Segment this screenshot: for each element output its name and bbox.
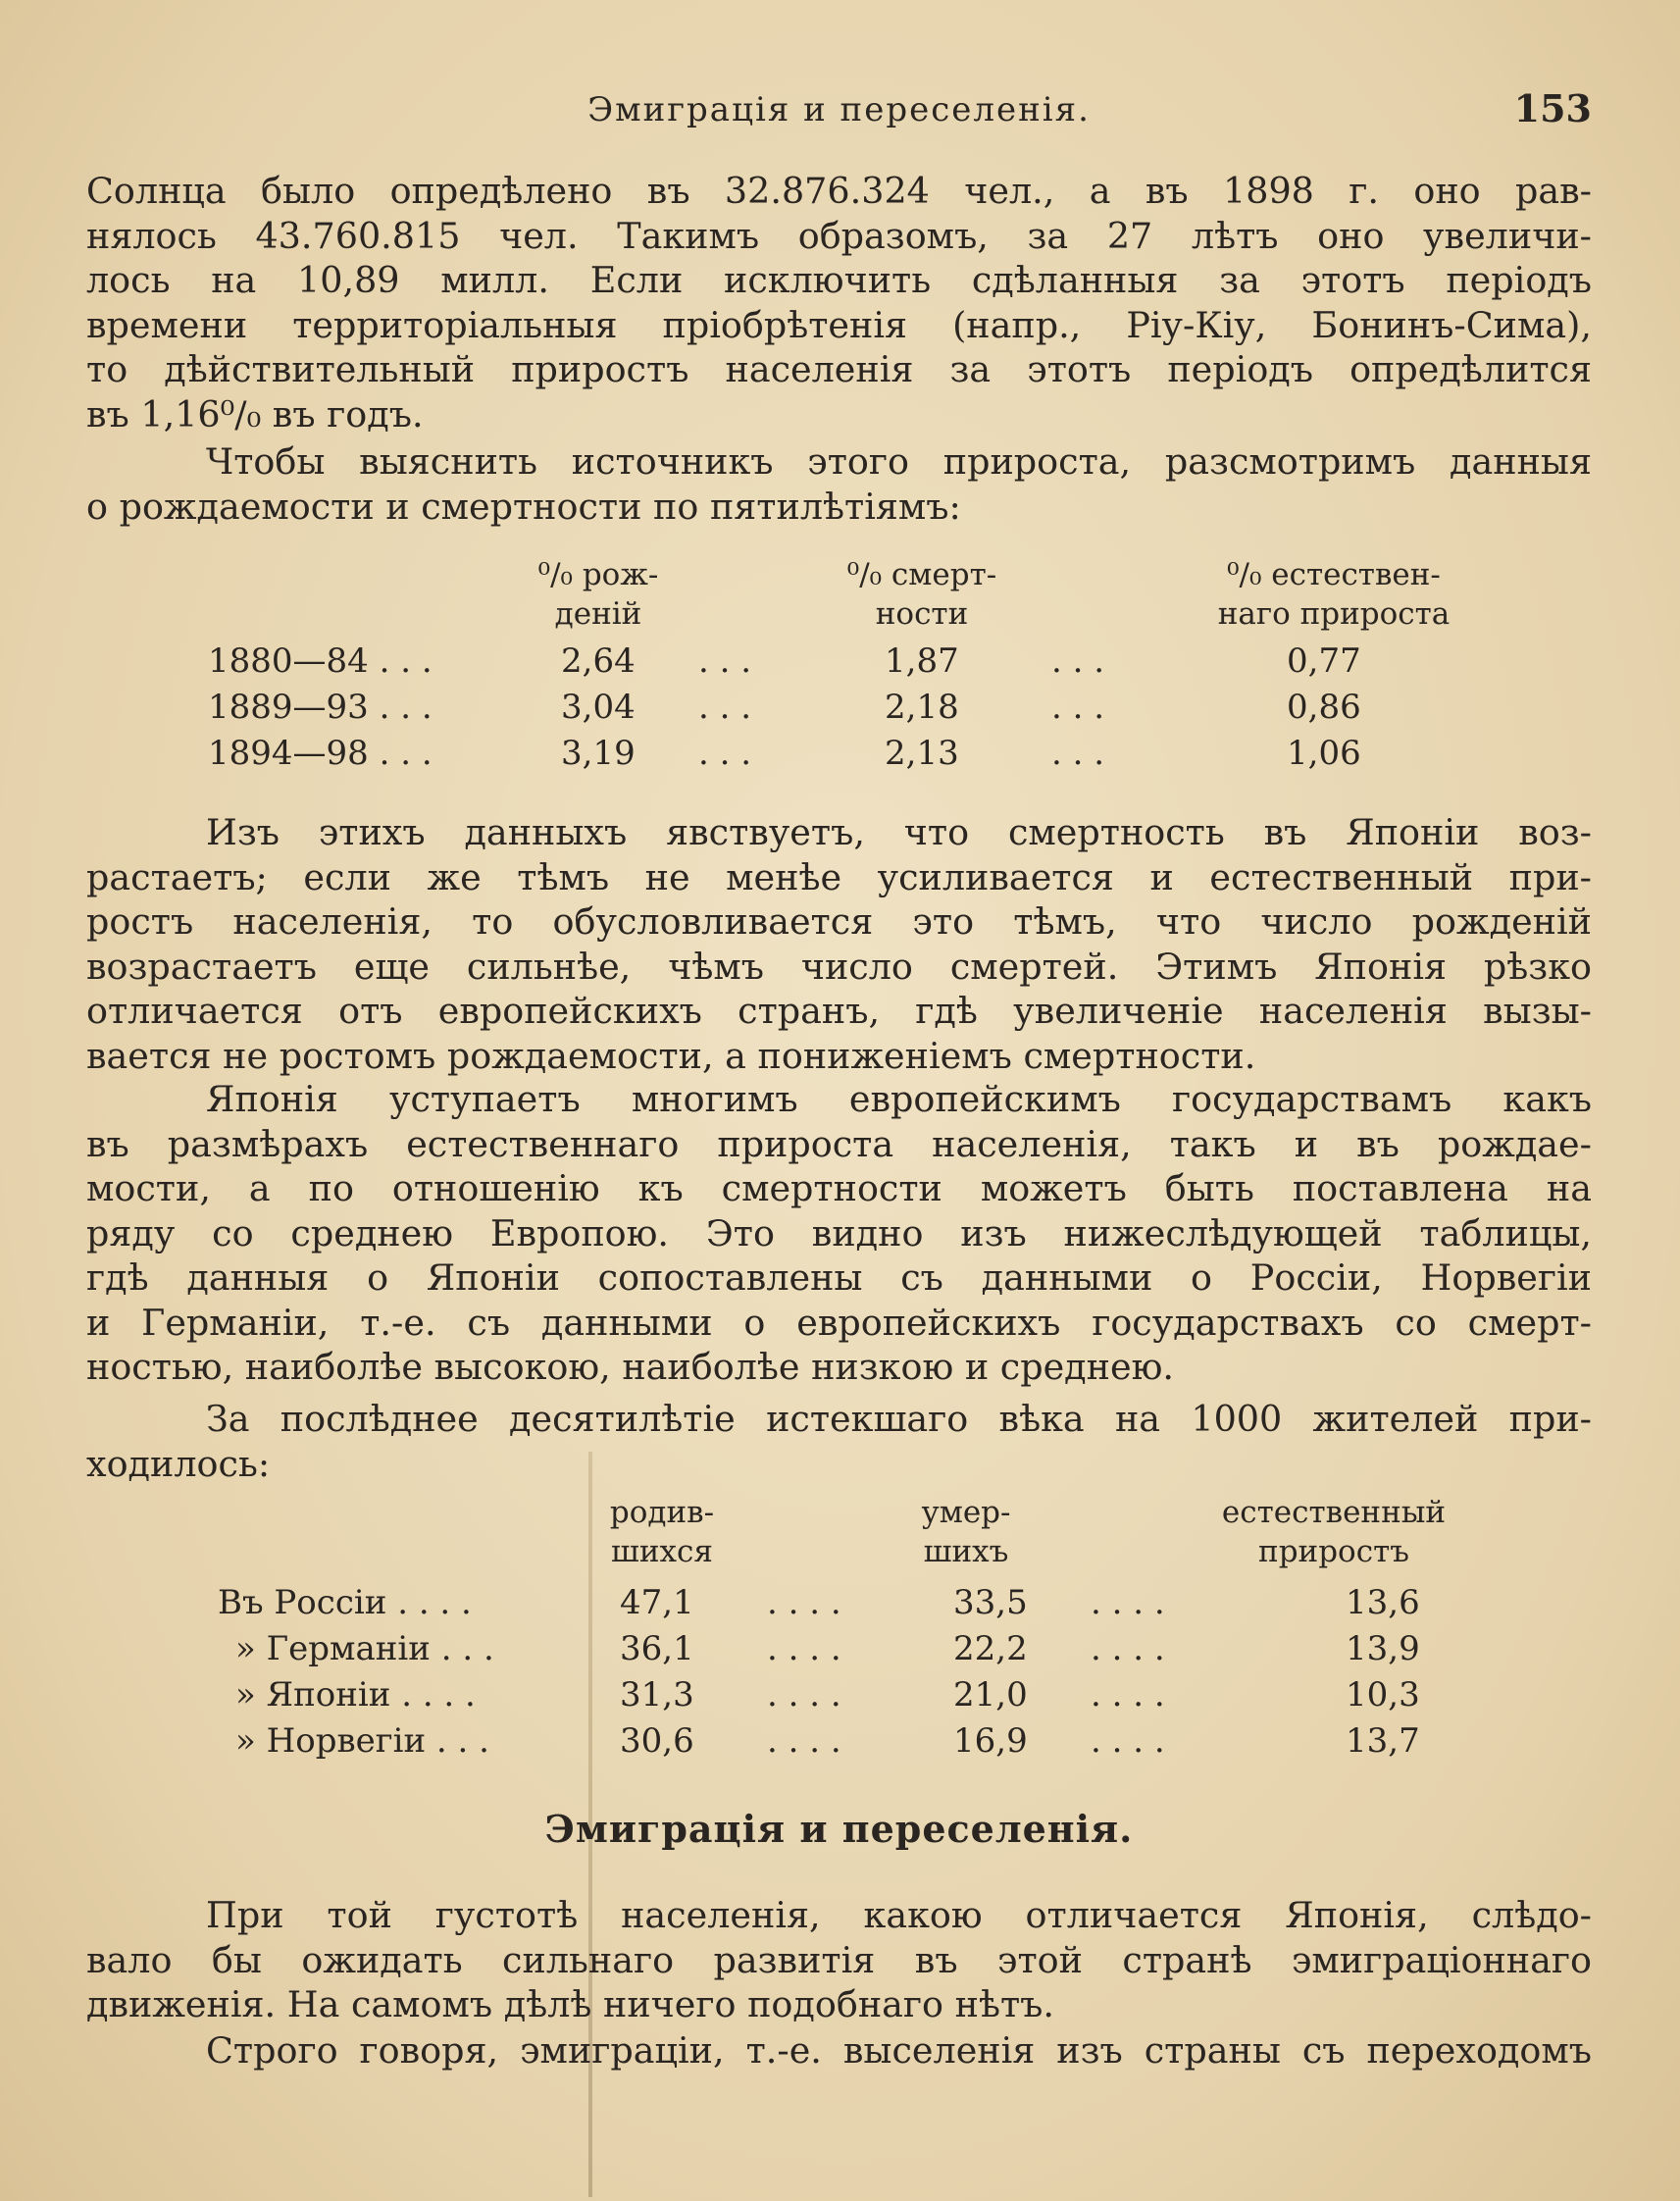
- period-cell: 1880—84 . . .: [208, 640, 433, 681]
- table1-header-births: ⁰/₀ рож- деній: [537, 557, 659, 632]
- country-cell: » Норвегіи . . .: [235, 1720, 489, 1761]
- period-cell: 1889—93 . . .: [208, 687, 433, 727]
- country-cell: » Германіи . . .: [235, 1628, 494, 1668]
- births-cell: 2,64: [561, 640, 636, 681]
- died-cell: 16,9: [953, 1720, 1028, 1761]
- table2-header-growth: естественный приростъ: [1221, 1495, 1447, 1569]
- births-cell: 3,19: [561, 733, 636, 773]
- text-line: ряду со среднею Европою. Это видно изъ нижеслѣдующей таблицы,: [86, 1211, 1592, 1254]
- text-line: нялось 43.760.815 чел. Такимъ образомъ, за 27 лѣтъ оно увеличи-: [86, 214, 1592, 257]
- table-row: [208, 730, 1395, 776]
- died-cell: 22,2: [953, 1628, 1028, 1668]
- section-heading: Эмиграція и переселенія.: [544, 1807, 1134, 1851]
- page-number: 153: [1513, 86, 1592, 130]
- text-line: то дѣйствительный приростъ населенія за этотъ періодъ опредѣлится: [86, 348, 1592, 390]
- text-line: ростъ населенія, то обусловливается это тѣмъ, что число рожденій: [86, 900, 1592, 943]
- leader-dots: . . . .: [767, 1674, 841, 1715]
- table-row: [218, 1625, 1453, 1671]
- text-line: движенія. На самомъ дѣлѣ ничего подобнаго нѣтъ.: [86, 1983, 1054, 2025]
- period-cell: 1894—98 . . .: [208, 733, 433, 773]
- leader-dots: . . .: [698, 687, 752, 727]
- growth-cell: 13,6: [1346, 1582, 1420, 1622]
- leader-dots: . . . .: [767, 1628, 841, 1668]
- text-line: Чтобы выяснить источникъ этого прироста, разсмотримъ данныя: [206, 440, 1592, 483]
- deaths-cell: 2,18: [885, 687, 959, 727]
- country-cell: » Японіи . . . .: [235, 1674, 476, 1715]
- text-line: ходилось:: [86, 1442, 271, 1485]
- born-cell: 30,6: [620, 1720, 694, 1761]
- table1-header-growth: ⁰/₀ естествен- наго прироста: [1217, 557, 1451, 632]
- text-line: За послѣднее десятилѣтіе истекшаго вѣка на 1000 жителей при-: [206, 1398, 1592, 1440]
- leader-dots: . . . .: [1091, 1628, 1165, 1668]
- growth-cell: 1,06: [1287, 733, 1361, 773]
- paragraph-5: [86, 1397, 1592, 1486]
- text-line: Японія уступаетъ многимъ европейскимъ государствамъ какъ: [206, 1078, 1592, 1120]
- leader-dots: . . . .: [767, 1582, 841, 1622]
- text-line: и Германіи, т.-е. съ данными о европейскихъ государствахъ со смерт-: [86, 1301, 1592, 1344]
- table2-header-born: родив- шихся: [609, 1495, 715, 1569]
- text-line: вало бы ожидать сильнаго развитія въ этой странѣ эмиграціоннаго: [86, 1938, 1592, 1981]
- leader-dots: . . .: [698, 733, 752, 773]
- text-line: возрастаетъ еще сильнѣе, чѣмъ число смертей. Этимъ Японія рѣзко: [86, 945, 1592, 988]
- paragraph-1: [86, 169, 1592, 436]
- born-cell: 36,1: [620, 1628, 694, 1668]
- leader-dots: . . .: [1051, 640, 1105, 681]
- died-cell: 33,5: [953, 1582, 1028, 1622]
- growth-cell: 13,9: [1346, 1628, 1420, 1668]
- growth-cell: 13,7: [1346, 1720, 1420, 1761]
- growth-cell: 0,86: [1287, 687, 1361, 727]
- deaths-cell: 2,13: [885, 733, 959, 773]
- paragraph-4: [86, 1077, 1592, 1390]
- paragraph-2: [86, 439, 1592, 529]
- growth-cell: 0,77: [1287, 640, 1361, 681]
- deaths-cell: 1,87: [885, 640, 959, 681]
- table-row: [218, 1579, 1453, 1625]
- leader-dots: . . . .: [1091, 1582, 1165, 1622]
- text-line: отличается отъ европейскихъ странъ, гдѣ увеличеніе населенія вызы-: [86, 990, 1592, 1032]
- births-cell: 3,04: [561, 687, 636, 727]
- text-line: растаетъ; если же тѣмъ не менѣе усиливается и естественный при-: [86, 855, 1592, 898]
- leader-dots: . . . .: [1091, 1720, 1165, 1761]
- text-line: въ размѣрахъ естественнаго прироста населенія, такъ и въ рождае-: [86, 1122, 1592, 1165]
- died-cell: 21,0: [953, 1674, 1028, 1715]
- paragraph-3: [86, 810, 1592, 1078]
- table2-header-died: умер- шихъ: [921, 1495, 1011, 1569]
- text-line: При той густотѣ населенія, какою отличается Японія, слѣдо-: [206, 1894, 1592, 1936]
- country-cell: Въ Россіи . . . .: [218, 1582, 472, 1622]
- text-line: мости, а по отношенію къ смертности можетъ быть поставлена на: [86, 1167, 1592, 1209]
- text-line: вается не ростомъ рождаемости, а пониженіемъ смертности.: [86, 1034, 1256, 1077]
- country-comparison-table: [218, 1579, 1453, 1764]
- birth-death-table: [208, 638, 1395, 776]
- text-line: времени территоріальныя пріобрѣтенія (напр., Ріу-Кіу, Бонинъ-Сима),: [86, 303, 1592, 346]
- table-row: [218, 1671, 1453, 1717]
- leader-dots: . . .: [698, 640, 752, 681]
- table-row: [208, 684, 1395, 730]
- running-header: [86, 86, 1592, 139]
- text-line: Солнца было опредѣлено въ 32.876.324 чел., а въ 1898 г. оно рав-: [86, 170, 1592, 212]
- text-line: гдѣ данныя о Японіи сопоставлены съ данными о Россіи, Норвегіи: [86, 1256, 1592, 1299]
- text-line: Изъ этихъ данныхъ явствуетъ, что смертность въ Японіи воз-: [206, 811, 1592, 853]
- growth-cell: 10,3: [1346, 1674, 1420, 1715]
- leader-dots: . . . .: [767, 1720, 841, 1761]
- paragraph-6: [86, 1893, 1592, 2027]
- table1-header-deaths: ⁰/₀ смерт- ности: [846, 557, 997, 632]
- text-line: о рождаемости и смертности по пятилѣтіямъ:: [86, 485, 961, 528]
- text-line: лось на 10,89 милл. Если исключить сдѣланныя за этотъ періодъ: [86, 259, 1592, 301]
- leader-dots: . . .: [1051, 687, 1105, 727]
- leader-dots: . . . .: [1091, 1674, 1165, 1715]
- born-cell: 47,1: [620, 1582, 694, 1622]
- table-row: [218, 1717, 1453, 1764]
- text-line: ностью, наиболѣе высокою, наиболѣе низкою и среднею.: [86, 1346, 1174, 1388]
- paragraph-7: [86, 2028, 1592, 2073]
- table-row: [208, 638, 1395, 684]
- running-title: Эмиграція и переселенія.: [587, 90, 1091, 129]
- text-line: Строго говоря, эмиграціи, т.-е. выселенія изъ страны съ переходомъ: [206, 2029, 1592, 2072]
- born-cell: 31,3: [620, 1674, 694, 1715]
- text-line: въ 1,16⁰/₀ въ годъ.: [86, 392, 424, 435]
- leader-dots: . . .: [1051, 733, 1105, 773]
